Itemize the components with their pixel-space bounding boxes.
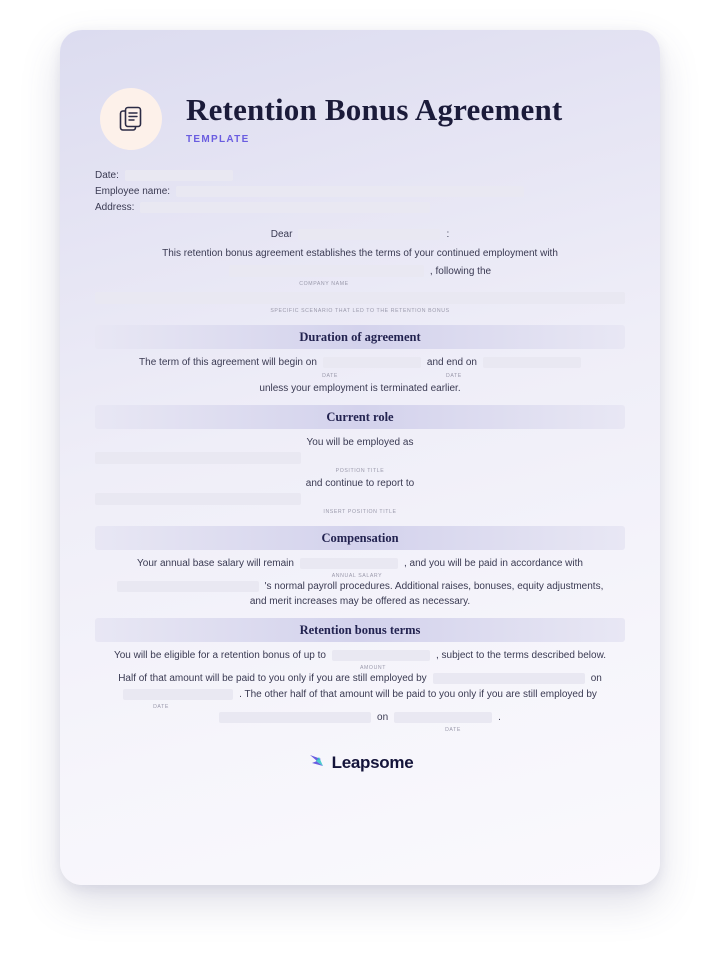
document-header — [60, 30, 660, 170]
duration-terminated-text: unless your employment is terminated earlier. — [259, 383, 461, 394]
footer-logo — [95, 751, 625, 796]
scenario-field-wrap — [95, 292, 625, 314]
field-date — [95, 170, 625, 181]
role-line-1 — [95, 437, 625, 448]
terms-date-input-3[interactable] — [394, 712, 492, 723]
field-address — [95, 202, 625, 213]
intro-text-2: , following the — [429, 265, 492, 277]
role-report-wrap — [95, 493, 625, 515]
terms-period-text: . — [498, 712, 501, 723]
field-employee-name-label: Employee name: — [95, 186, 171, 197]
leapsome-logo-text: Leapsome — [331, 752, 414, 772]
terms-on-text-2: on — [377, 712, 389, 723]
bonus-amount-input[interactable] — [332, 650, 430, 661]
comp-company-input[interactable] — [117, 581, 259, 592]
comp-merit-text: and merit increases may be offered as necessary. — [249, 596, 471, 607]
document-stack-icon — [100, 88, 162, 150]
comp-payroll-text: 's normal payroll procedures. Additional raises, bonuses, equity adjustments, — [264, 581, 604, 592]
duration-begin-date-input[interactable] — [323, 357, 421, 368]
company-name-input[interactable] — [229, 265, 424, 277]
intro-line-2 — [95, 265, 625, 277]
terms-other-half-text: . The other half of that amount will be paid to you only if you are still employed by — [239, 689, 597, 700]
duration-line-2 — [95, 383, 625, 394]
terms-date-input-2[interactable] — [219, 712, 371, 723]
terms-eligible-post-text: , subject to the terms described below. — [435, 650, 607, 661]
caption-company-name: COMPANY NAME — [299, 281, 349, 287]
comp-salary-pre-text: Your annual base salary will remain — [137, 558, 294, 569]
section-heading-duration — [95, 325, 625, 349]
caption-duration-date-1: DATE — [322, 373, 338, 379]
duration-line-1 — [95, 357, 625, 368]
comp-line-2 — [95, 581, 625, 592]
caption-position-title: POSITION TITLE — [335, 468, 385, 474]
section-heading-current-role-label: Current role — [326, 409, 394, 424]
caption-duration-date-2: DATE — [446, 373, 462, 379]
caption-annual-salary: ANNUAL SALARY — [331, 573, 383, 579]
field-date-label: Date: — [95, 170, 119, 181]
duration-begin-text: The term of this agreement will begin on — [139, 357, 317, 368]
salutation-dear: Dear — [270, 229, 293, 240]
section-heading-retention-terms — [95, 618, 625, 642]
terms-line-2 — [95, 673, 625, 684]
terms-employer-input-1[interactable] — [433, 673, 585, 684]
role-line-2 — [95, 478, 625, 489]
caption-insert-position-title: INSERT POSITION TITLE — [323, 509, 397, 515]
salutation-name-input[interactable] — [298, 229, 440, 240]
comp-salary-post-text: , and you will be paid in accordance with — [403, 558, 583, 569]
caption-date-4: DATE — [445, 727, 461, 733]
salutation-colon: : — [446, 229, 450, 240]
field-address-input[interactable] — [140, 202, 430, 213]
position-title-input[interactable] — [95, 452, 301, 464]
role-position-wrap — [95, 452, 625, 474]
duration-end-text: and end on — [426, 357, 477, 368]
terms-line-4 — [95, 712, 625, 723]
intro-text-1: This retention bonus agreement establishes the terms of your continued employment with — [162, 248, 558, 259]
page-title: Retention Bonus Agreement — [186, 92, 563, 127]
comp-line-3 — [95, 596, 625, 607]
leapsome-logo-mark — [307, 751, 327, 774]
terms-on-text-1: on — [590, 673, 602, 684]
intro-line-1 — [95, 248, 625, 259]
comp-line-1 — [95, 558, 625, 569]
salutation-row — [95, 229, 625, 240]
document-card — [60, 30, 660, 885]
field-address-label: Address: — [95, 202, 135, 213]
section-heading-duration-label: Duration of agreement — [299, 329, 421, 344]
section-heading-compensation — [95, 526, 625, 550]
field-employee-name — [95, 186, 625, 197]
annual-salary-input[interactable] — [300, 558, 398, 569]
caption-scenario: SPECIFIC SCENARIO THAT LED TO THE RETENTION BONUS — [270, 308, 450, 314]
role-report-to-text: and continue to report to — [305, 478, 415, 489]
template-badge: TEMPLATE — [186, 134, 250, 145]
section-heading-current-role — [95, 405, 625, 429]
caption-amount: AMOUNT — [359, 665, 387, 671]
field-employee-name-input[interactable] — [176, 186, 524, 197]
terms-eligible-pre-text: You will be eligible for a retention bonus of up to — [113, 650, 326, 661]
field-date-input[interactable] — [125, 170, 233, 181]
caption-date-3: DATE — [153, 704, 169, 710]
report-position-input[interactable] — [95, 493, 301, 505]
document-body — [60, 170, 660, 796]
duration-end-date-input[interactable] — [483, 357, 581, 368]
role-employed-as-text: You will be employed as — [306, 437, 414, 448]
terms-date-input-1[interactable] — [123, 689, 233, 700]
terms-line-1 — [95, 650, 625, 661]
section-heading-compensation-label: Compensation — [321, 530, 399, 545]
section-heading-retention-terms-label: Retention bonus terms — [299, 622, 421, 637]
terms-line-3 — [95, 689, 625, 700]
scenario-input[interactable] — [95, 292, 625, 304]
terms-half-pre-text: Half of that amount will be paid to you only if you are still employed by — [118, 673, 427, 684]
